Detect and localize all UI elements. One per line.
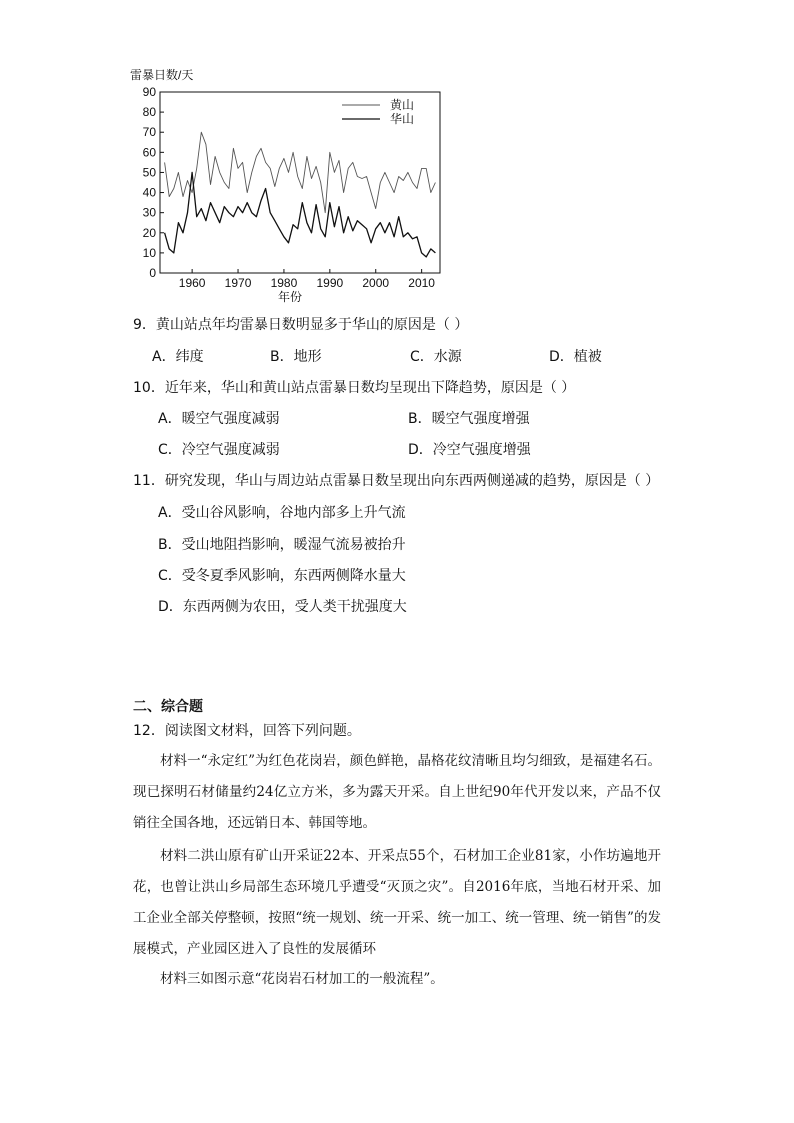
x-tick-label: 1970: [224, 276, 252, 290]
question-10-stem: 10．近年来，华山和黄山站点雷暴日数均呈现出下降趋势，原因是（ ）: [133, 380, 576, 396]
chart-svg: [128, 64, 458, 308]
q10-option-d[interactable]: D．冷空气强度增强: [408, 442, 531, 458]
y-tick-label: 70: [142, 125, 156, 140]
y-tick-label: 50: [142, 165, 156, 180]
section-title: 二、综合题: [133, 699, 203, 715]
series-line-huangshan: [165, 132, 436, 213]
y-axis-label: 雷暴日数/天: [130, 68, 194, 82]
q10-option-c[interactable]: C．冷空气强度减弱: [158, 442, 280, 458]
y-tick-label: 30: [142, 205, 156, 220]
x-tick-label: 1980: [270, 276, 298, 290]
question-12-stem: 12．阅读图文材料，回答下列问题。: [133, 723, 361, 739]
x-axis-label: 年份: [277, 290, 303, 304]
y-tick-label: 90: [142, 85, 156, 99]
material-3: 材料三如图示意“花岗岩石材加工的一般流程”。: [160, 971, 444, 987]
x-tick-label: 2010: [408, 276, 435, 290]
q9-option-c[interactable]: C．水源: [410, 349, 462, 365]
q11-option-d[interactable]: D．东西两侧为农田，受人类干扰强度大: [158, 599, 407, 615]
q9-option-b[interactable]: B．地形: [270, 349, 322, 365]
question-9-stem: 9．黄山站点年均雷暴日数明显多于华山的原因是（ ）: [133, 317, 469, 333]
q9-option-a[interactable]: A．纬度: [152, 349, 204, 365]
question-11-stem: 11．研究发现，华山与周边站点雷暴日数呈现出向东西两侧递减的趋势，原因是（ ）: [133, 473, 660, 489]
q10-option-a[interactable]: A．暖空气强度减弱: [158, 411, 280, 427]
y-tick-label: 10: [142, 245, 156, 260]
q11-option-b[interactable]: B．受山地阻挡影响，暖湿气流易被抬升: [158, 537, 406, 553]
q10-option-b[interactable]: B．暖空气强度增强: [408, 411, 530, 427]
series-line-huashan: [165, 172, 436, 257]
x-tick-label: 1960: [178, 276, 206, 290]
y-tick-label: 40: [142, 185, 156, 200]
q9-option-d[interactable]: D．植被: [549, 349, 602, 365]
material-1: 材料一“永定红”为红色花岗岩，颜色鲜艳，晶格花纹清晰且均匀细致，是福建名石。现已探明石材储量约24亿立方米，多为露天开采。自上世纪90年代开发以来，产品不仅销往全国各地，还远销日本、韩国等地。: [133, 753, 661, 831]
x-tick-label: 2000: [362, 276, 390, 290]
q11-option-a[interactable]: A．受山谷风影响，谷地内部多上升气流: [158, 505, 406, 521]
y-tick-label: 20: [142, 225, 156, 240]
x-tick-label: 1990: [316, 276, 344, 290]
material-2: 材料二洪山原有矿山开采证22本、开采点55个，石材加工企业81家，小作坊遍地开花，也曾让洪山乡局部生态环境几乎遭受“灭顶之灾”。自2016年底，当地石材开采、加工企业全部关停整顿，按照“统一规划、统一开采、统一加工、统一管理、统一销售”的发展模式，产业园区进入了良性的发展循环: [133, 848, 661, 957]
legend-label: 黄山: [390, 98, 415, 112]
thunderstorm-days-chart: [128, 64, 458, 308]
y-tick-label: 60: [142, 145, 156, 160]
q11-option-c[interactable]: C．受冬夏季风影响，东西两侧降水量大: [158, 568, 406, 584]
legend-label: 华山: [390, 112, 415, 126]
y-tick-label: 0: [149, 266, 156, 280]
y-tick-label: 80: [142, 105, 156, 120]
